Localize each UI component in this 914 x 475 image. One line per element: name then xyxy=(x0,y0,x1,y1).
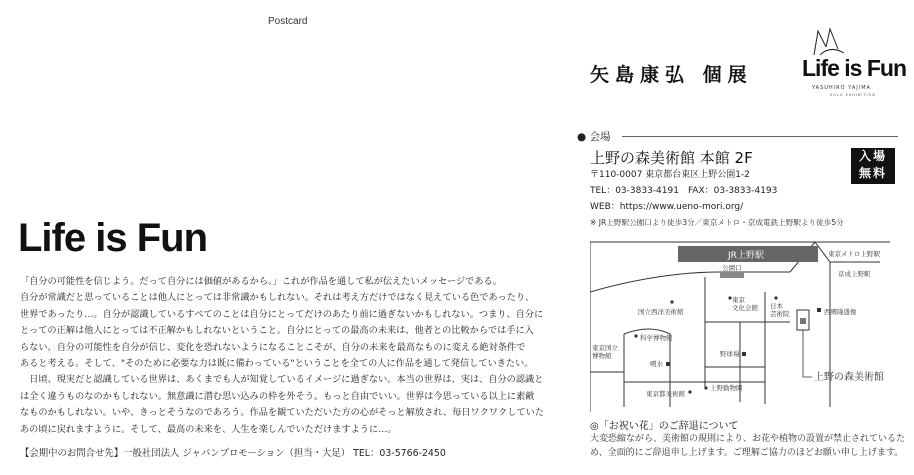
metro-station-label: 東京メトロ上野駅 xyxy=(828,250,880,258)
bunka-kaikan-label: 東京文化会館 xyxy=(732,296,758,312)
japan-art-academy-label: 日本芸術院 xyxy=(770,302,790,318)
statement-line: 世界であったり…。自分が認識しているすべてのことは自分にとってだけのあたり前に過ぎないかもしれない。つまり、自分に xyxy=(20,308,544,320)
artist-statement xyxy=(20,274,562,438)
map-dot xyxy=(774,296,777,299)
baseball-label: 野球場 xyxy=(720,350,740,358)
postcard-label: Postcard xyxy=(268,16,308,27)
flower-notice-text: 大変恐縮ながら、美術館の規則により、お花や植物の設置が禁止されているため、全面的にご辞退申し上げます。ご理解ご協力のほどお願い申し上げます。 xyxy=(590,434,906,458)
venue-leader-line xyxy=(803,330,812,377)
keisei-station-label: 京成上野駅 xyxy=(838,270,871,278)
statement-line: 日頃、現実だと認識している世界は、あくまでも人が知覚しているイメージに過ぎない。本当の世界は、実は、自分の認識と xyxy=(20,374,544,386)
entry-badge-line: 無料 xyxy=(858,166,887,180)
logo-text: Life is Fun xyxy=(802,55,906,81)
statement-line: あの頃に戻れますように。そして、最高の未来を、人生を楽しんでいただけますように…。 xyxy=(20,423,397,435)
metropolitan-art-label: 東京都美術館 xyxy=(646,390,685,398)
statement-line: とっての正解は他人にとっては不正解かもしれないということ。自分にとっての最高の未来は、他者との比較からでは手に入 xyxy=(20,325,534,337)
statement-line: なものかもしれない。いや、きっとそうなのであろう。作品を観ていただいた方の心がそっと解放され、毎日ワクワクしていた xyxy=(20,407,545,419)
science-museum-label: 科学博物館 xyxy=(640,334,673,342)
statement-line: あると考える。そして、"そのために必要な力は既に備わっている"ということを全ての人に作品を通して発信していきたい。 xyxy=(20,358,534,370)
venue-name: 上野の森美術館 本館 2F xyxy=(590,149,753,167)
statement-line: 自分が常識だと思っていることは他人にとっては非常識かもしれない。それは考え方だけではなく見えている色であったり、 xyxy=(20,292,535,304)
exhibition-title-logo: Life is Fun xyxy=(18,216,207,260)
fountain-label: 噴水 xyxy=(650,360,663,368)
map-square xyxy=(817,308,821,312)
contact-info: 【会期中のお問合せ先】一般社団法人 ジャパンプロモーション（担当・大足） TEL：03-5766-2450 xyxy=(20,448,446,459)
statement-line: 「自分の可能性を信じよう。だって自分には価値があるから。」これが作品を通して私が伝えたいメッセージである。 xyxy=(20,276,502,287)
map-dot xyxy=(634,334,637,337)
map-dot xyxy=(670,300,673,303)
venue-address: 〒110-0007 東京都台東区上野公園1-2 xyxy=(590,170,750,180)
saigo-statue-label: 西郷隆盛像 xyxy=(824,308,857,316)
access-note: ※ JR上野駅公園口より徒歩3分／東京メトロ・京成電鉄上野駅より徒歩5分 xyxy=(590,218,844,227)
access-map xyxy=(590,232,910,412)
map-square xyxy=(666,362,670,366)
artist-name: 矢島康弘 個展 xyxy=(590,64,753,86)
venue-website[interactable]: WEB：https://www.ueno-mori.org/ xyxy=(590,202,744,212)
map-dot xyxy=(688,390,691,393)
venue-tel-fax: TEL：03-3833-4191 FAX：03-3833-4193 xyxy=(590,186,778,196)
national-museum-label: 東京国立博物館 xyxy=(592,344,618,360)
logo-subtitle-2: SOLO EXHIBITION xyxy=(830,93,876,97)
map-square xyxy=(742,352,746,356)
western-art-label: 国立西洋美術館 xyxy=(638,308,684,316)
entry-badge-line: 入場 xyxy=(858,149,887,163)
flower-notice-title: ◎「お祝い花」のご辞退について xyxy=(590,421,739,432)
jr-station-label: JR上野駅 xyxy=(728,251,764,261)
free-entry-badge xyxy=(851,148,895,184)
statement-line: らない。自分の可能性を自分が信じ、変化を恐れないようになることこそが、自分の未来を最高なものに変える絶対条件で xyxy=(20,341,526,353)
exhibition-logo xyxy=(796,25,906,105)
venue-label: ● 会場 xyxy=(577,131,611,143)
map-dot xyxy=(704,386,707,389)
statement-line: は全く違うものなのかもしれない。無意識に潜む思い込みの枠を外そう。もっと自由でいい。世界は今思っている以上に素敵 xyxy=(20,390,535,402)
venue-map-label: 上野の森美術館 xyxy=(814,372,884,383)
venue-marker xyxy=(800,318,806,324)
logo-subtitle: YASUHIRO YAJIMA xyxy=(812,85,871,91)
divider xyxy=(622,136,898,137)
park-exit-marker xyxy=(720,272,744,278)
ueno-zoo-label: 上野動物園 xyxy=(710,384,743,392)
park-exit-label: 公園口 xyxy=(722,264,742,272)
